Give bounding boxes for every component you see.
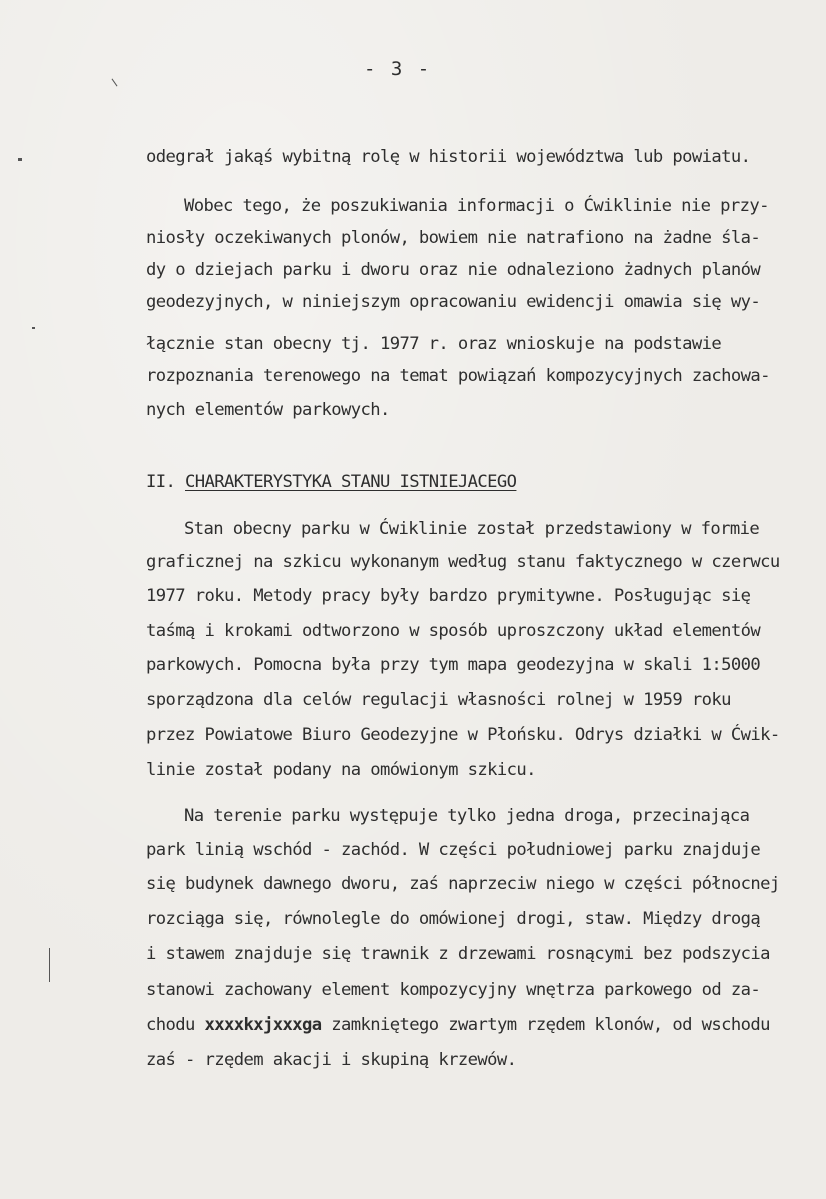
paragraph-3-line-6: sporządzona dla celów regulacji własności rolnej w 1959 roku xyxy=(146,690,731,710)
paragraph-4-line-4: rozciąga się, równolegle do omówionej drogi, staw. Między drogą xyxy=(146,909,761,929)
scan-speck xyxy=(18,158,22,161)
section-title: CHARAKTERYSTYKA STANU ISTNIEJACEGO xyxy=(185,472,517,492)
section-heading xyxy=(146,472,516,492)
paragraph-4-line-3: się budynek dawnego dworu, zaś naprzeciw niego w części północnej xyxy=(146,874,780,894)
paragraph-2-line-1: Wobec tego, że poszukiwania informacji o Ćwiklinie nie przy- xyxy=(184,196,769,216)
paragraph-4-line-2: park linią wschód - zachód. W części południowej parku znajduje xyxy=(146,840,761,860)
typed-over-text: xxxxkxjxxxga xyxy=(204,1015,322,1035)
paragraph-3-line-4: taśmą i krokami odtworzono w sposób uproszczony układ elementów xyxy=(146,621,761,641)
paragraph-4-line-5: i stawem znajduje się trawnik z drzewami rosnącymi bez podszycia xyxy=(146,944,770,964)
paragraph-3-line-5: parkowych. Pomocna była przy tym mapa geodezyjna w skali 1:5000 xyxy=(146,655,761,675)
line-7-start: chodu xyxy=(146,1015,205,1035)
line-7-end: zamkniętego zwartym rzędem klonów, od wschodu xyxy=(321,1015,770,1035)
paragraph-3-line-7: przez Powiatowe Biuro Geodezyjne w Płońsku. Odrys działki w Ćwik- xyxy=(146,725,780,745)
section-number: II. xyxy=(146,472,176,492)
paragraph-3-line-8: linie został podany na omówionym szkicu. xyxy=(146,760,536,780)
paragraph-2-line-2: niosły oczekiwanych plonów, bowiem nie natrafiono na żadne śla- xyxy=(146,228,761,248)
paragraph-1-line-1: odegrał jakąś wybitną rolę w historii województwa lub powiatu. xyxy=(146,147,751,167)
paragraph-3-line-3: 1977 roku. Metody pracy były bardzo prymitywne. Posługując się xyxy=(146,586,751,606)
paragraph-3-line-2: graficznej na szkicu wykonanym według stanu faktycznego w czerwcu xyxy=(146,552,780,572)
paragraph-2-line-5: łącznie stan obecny tj. 1977 r. oraz wnioskuje na podstawie xyxy=(146,334,722,354)
scan-scratch xyxy=(49,948,50,982)
paragraph-4-line-7 xyxy=(146,1015,770,1035)
scan-speck xyxy=(32,327,35,329)
paragraph-2-line-6: rozpoznania terenowego na temat powiązań kompozycyjnych zachowa- xyxy=(146,366,770,386)
paragraph-3-line-1: Stan obecny parku w Ćwiklinie został przedstawiony w formie xyxy=(184,519,760,539)
paragraph-4-line-1: Na terenie parku występuje tylko jedna droga, przecinająca xyxy=(184,806,750,826)
paragraph-4-line-8: zaś - rzędem akacji i skupiną krzewów. xyxy=(146,1050,517,1070)
page-number: - 3 - xyxy=(364,58,432,80)
paragraph-4-line-6: stanowi zachowany element kompozycyjny wnętrza parkowego od za- xyxy=(146,980,761,1000)
paragraph-2-line-3: dy o dziejach parku i dworu oraz nie odnaleziono żadnych planów xyxy=(146,260,761,280)
paragraph-2-line-4: geodezyjnych, w niniejszym opracowaniu ewidencji omawia się wy- xyxy=(146,292,761,312)
paragraph-2-line-7: nych elementów parkowych. xyxy=(146,400,390,420)
scan-scratch xyxy=(112,79,118,87)
